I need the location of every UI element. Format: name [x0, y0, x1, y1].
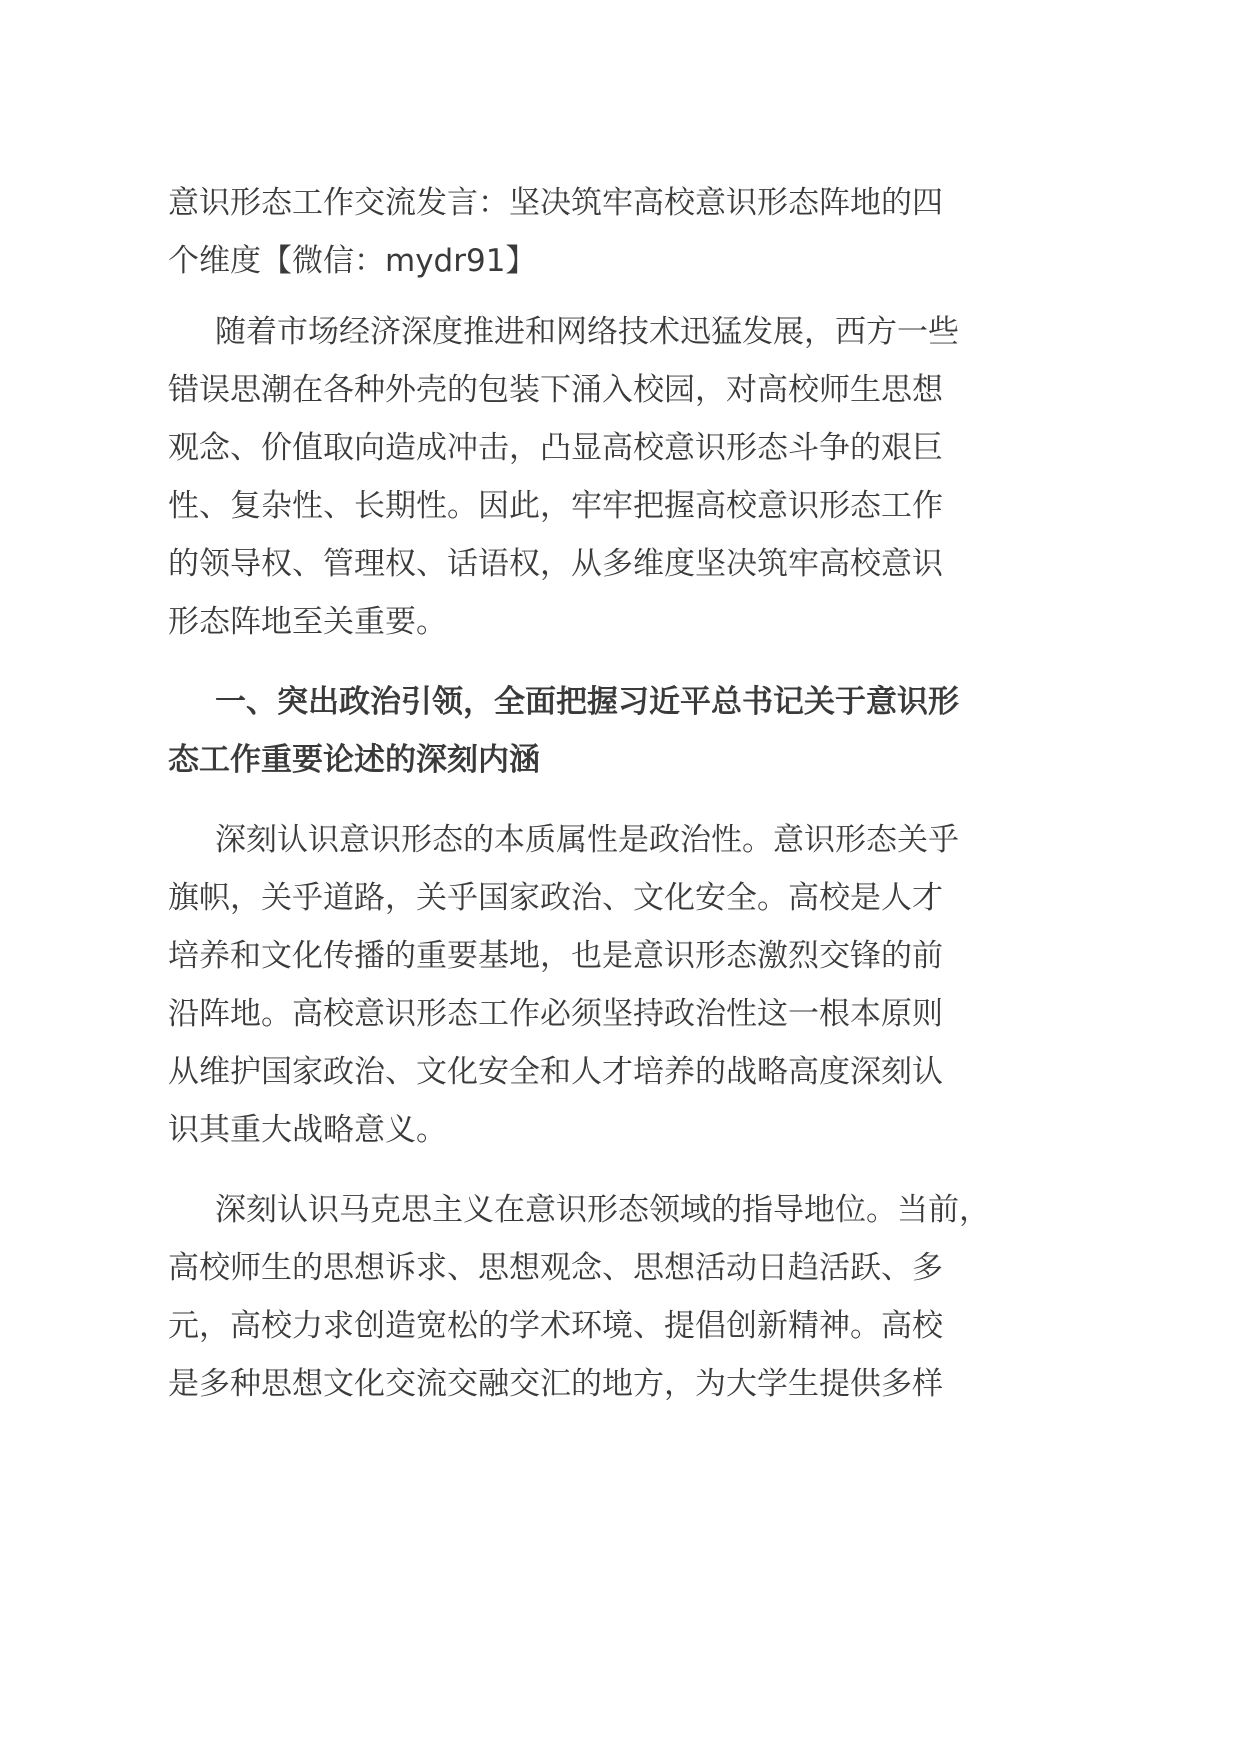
- text-line: 深刻认识马克思主义在意识形态领域的指导地位。当前，: [215, 1192, 990, 1228]
- body-paragraph: [168, 1181, 1088, 1413]
- text-line: 培养和文化传播的重要基地，也是意识形态激烈交锋的前: [168, 938, 943, 974]
- title-line: 意识形态工作交流发言：坚决筑牢高校意识形态阵地的四: [168, 185, 943, 221]
- text-line: 识其重大战略意义。: [168, 1112, 447, 1148]
- title-line: 个维度【微信：mydr91】: [168, 243, 537, 279]
- text-line: 性、复杂性、长期性。因此，牢牢把握高校意识形态工作: [168, 488, 943, 524]
- text-line: 旗帜，关乎道路，关乎国家政治、文化安全。高校是人才: [168, 880, 943, 916]
- document-page: [168, 174, 1088, 1413]
- text-line: 元，高校力求创造宽松的学术环境、提倡创新精神。高校: [168, 1308, 943, 1344]
- heading-line: 一、突出政治引领，全面把握习近平总书记关于意识形: [215, 684, 959, 720]
- intro-paragraph: [168, 303, 1088, 651]
- text-line: 错误思潮在各种外壳的包装下涌入校园，对高校师生思想: [168, 372, 943, 408]
- text-line: 沿阵地。高校意识形态工作必须坚持政治性这一根本原则: [168, 996, 943, 1032]
- text-line: 高校师生的思想诉求、思想观念、思想活动日趋活跃、多: [168, 1250, 943, 1286]
- section-heading: [168, 673, 1088, 789]
- text-line: 从维护国家政治、文化安全和人才培养的战略高度深刻认: [168, 1054, 943, 1090]
- document-title: [168, 174, 1088, 290]
- text-line: 随着市场经济深度推进和网络技术迅猛发展，西方一些: [215, 314, 959, 350]
- text-line: 观念、价值取向造成冲击，凸显高校意识形态斗争的艰巨: [168, 430, 943, 466]
- text-line: 是多种思想文化交流交融交汇的地方，为大学生提供多样: [168, 1366, 943, 1402]
- text-line: 形态阵地至关重要。: [168, 604, 447, 640]
- body-paragraph: [168, 811, 1088, 1159]
- text-line: 深刻认识意识形态的本质属性是政治性。意识形态关乎: [215, 822, 959, 858]
- text-line: 的领导权、管理权、话语权，从多维度坚决筑牢高校意识: [168, 546, 943, 582]
- heading-line: 态工作重要论述的深刻内涵: [168, 742, 540, 778]
